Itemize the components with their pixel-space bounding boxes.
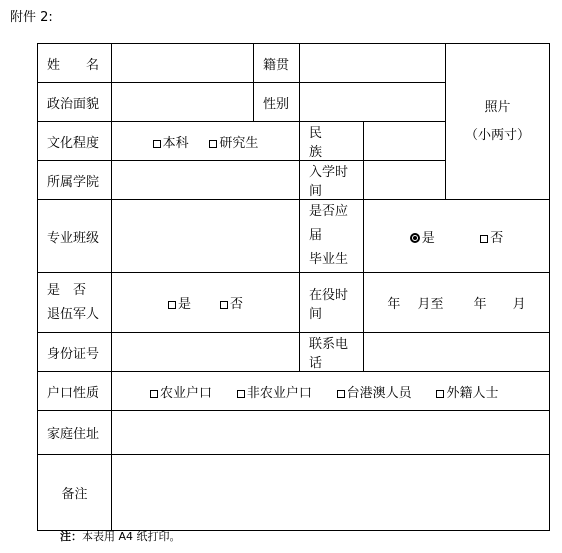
ethnicity-input-cell[interactable]: [364, 122, 446, 161]
photo-size-label: （小两寸）: [464, 127, 530, 143]
remarks-input-cell[interactable]: [112, 455, 550, 531]
hukou-option-agricultural[interactable]: 农业户口: [150, 386, 212, 401]
education-label: 文化程度: [38, 122, 112, 161]
photo-cell[interactable]: [446, 44, 550, 200]
hukou-option-non-agricultural[interactable]: 非农业户口: [237, 386, 312, 401]
service-time-label: 在役时间: [300, 273, 364, 333]
checkbox-icon[interactable]: [480, 235, 488, 243]
college-label: 所属学院: [38, 161, 112, 200]
name-input-cell[interactable]: [112, 44, 254, 83]
footnote: [60, 528, 181, 544]
id-number-label: 身份证号: [38, 333, 112, 372]
education-option-graduate[interactable]: 研究生: [209, 136, 258, 151]
fresh-grad-option-no[interactable]: 否: [480, 231, 503, 246]
hukou-option-foreign[interactable]: 外籍人士: [436, 386, 498, 401]
major-class-label: 专业班级: [38, 200, 112, 273]
political-status-label: 政治面貌: [38, 83, 112, 122]
major-class-input-cell[interactable]: [112, 200, 300, 273]
registration-form: [37, 43, 550, 531]
address-input-cell[interactable]: [112, 411, 550, 455]
veteran-option-no[interactable]: 否: [220, 297, 243, 312]
footnote-text: 本表用 A4 纸打印。: [82, 530, 181, 543]
ethnicity-label: 民 族: [300, 122, 364, 161]
hukou-options: [112, 372, 550, 411]
checkbox-icon[interactable]: [337, 390, 345, 398]
checkbox-icon[interactable]: [153, 140, 161, 148]
native-place-label: 籍贯: [254, 44, 300, 83]
college-input-cell[interactable]: [112, 161, 300, 200]
footnote-prefix: 注：: [60, 530, 82, 543]
service-time-value[interactable]: 年 月至 年 月: [364, 273, 550, 333]
hukou-option-hk-macao-taiwan[interactable]: 台港澳人员: [337, 386, 412, 401]
checkbox-icon[interactable]: [436, 390, 444, 398]
fresh-grad-options: [364, 200, 550, 273]
checkbox-icon[interactable]: [220, 301, 228, 309]
gender-input-cell[interactable]: [300, 83, 446, 122]
address-label: 家庭住址: [38, 411, 112, 455]
fresh-grad-option-yes[interactable]: 是: [410, 231, 435, 246]
checkbox-icon[interactable]: [237, 390, 245, 398]
veteran-option-yes[interactable]: 是: [168, 297, 191, 312]
checkbox-icon[interactable]: [209, 140, 217, 148]
phone-input-cell[interactable]: [364, 333, 550, 372]
enroll-time-label: 入学时间: [300, 161, 364, 200]
radio-checked-icon[interactable]: [410, 233, 420, 243]
attachment-label: 附件 2:: [10, 10, 53, 25]
political-status-input-cell[interactable]: [112, 83, 254, 122]
hukou-label: 户口性质: [38, 372, 112, 411]
education-options: [112, 122, 300, 161]
veteran-label: 是 否 退伍军人: [38, 273, 112, 333]
fresh-grad-label: 是否应届 毕业生: [300, 200, 364, 273]
phone-label: 联系电话: [300, 333, 364, 372]
remarks-label: 备注: [38, 455, 112, 531]
checkbox-icon[interactable]: [168, 301, 176, 309]
education-option-bachelor[interactable]: 本科: [153, 136, 189, 151]
name-label: 姓 名: [38, 44, 112, 83]
id-number-input-cell[interactable]: [112, 333, 300, 372]
photo-label: 照片: [484, 99, 511, 115]
native-place-input-cell[interactable]: [300, 44, 446, 83]
enroll-time-input-cell[interactable]: [364, 161, 446, 200]
checkbox-icon[interactable]: [150, 390, 158, 398]
gender-label: 性别: [254, 83, 300, 122]
veteran-options: [112, 273, 300, 333]
